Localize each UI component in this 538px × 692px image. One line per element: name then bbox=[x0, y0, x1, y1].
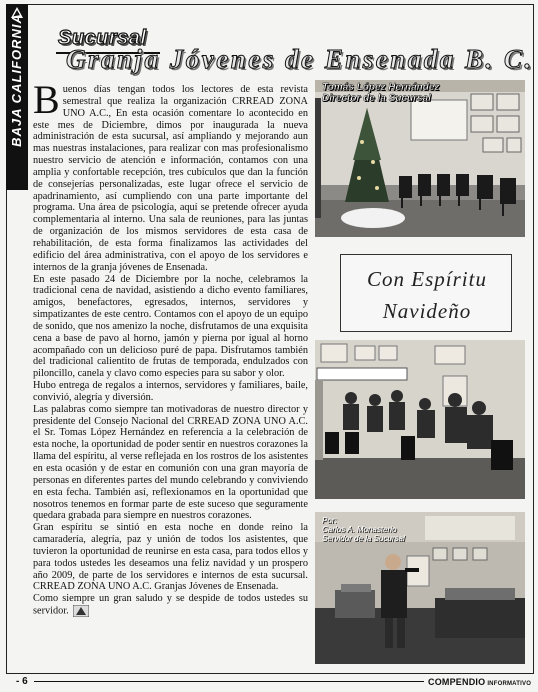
cross-emblem-icon bbox=[73, 605, 89, 617]
photo3-caption bbox=[322, 516, 405, 543]
photo1-caption bbox=[322, 82, 439, 104]
pull-quote-line1: Con Espíritu bbox=[367, 267, 487, 291]
footer-rule bbox=[34, 681, 424, 682]
photo1-caption-name: Tomás López Hernández bbox=[322, 82, 440, 93]
page-number: - 6 bbox=[16, 676, 28, 687]
photo3-caption-name: Carlos A. Monasterio bbox=[322, 525, 397, 534]
magazine-subtitle: INFORMATIVO bbox=[487, 681, 532, 687]
pull-quote-line2: Navideño bbox=[382, 299, 472, 323]
article-paragraph: Hubo entrega de regalos a internos, servidores y familiares, baile, convivió, alegría y diversión. bbox=[33, 380, 308, 403]
article-title: Sucursal bbox=[58, 27, 147, 49]
guests-seated-photo bbox=[315, 340, 525, 499]
photo3-caption-by: Por: bbox=[322, 516, 337, 525]
article-paragraph: Gran espíritu se sintió en esta noche en donde reino la camaradería, alegría, paz y unión de todos los asistentes, que tuvieron la oportunidad de reunirse en esta casa, para todos ellos y para todos ustedes les deseamos una feliz navidad y un prospero año 2009, de parte de los servidores e internos de esta sucursal. CRREAD ZONA UNO A.C. Granjas Jóvenes de Ensenada. bbox=[33, 522, 308, 593]
article-paragraph: Buenos días tengan todos los lectores de esta revista semestral que realiza la organización CRREAD ZONA UNO A.C., En esta ocasión comentare lo acontecido en este mes de Diciembre, dimos por inaugurada la nueva administración de esta sucursal, así ampliando y mejorando aun mas nuestras instalaciones, para realizar con mas profesionalismo nuestro servicio de atención e información, contamos con una amplia y confortable recepción, tres cubículos que dan la función de consejerías personalizadas, este lugar ofrece el servicio de apadrinamiento, así cumpliendo con una parte importante del programa. Una área de psicología, aquí se pretende ofrecer ayuda complementaria al interno. Una sala de reuniones, para las juntas de organización de los mismos servidores de esta casa de rehabilitación, de esta forma finalizamos las actividades del edificio del área administrativa, con el apoyo de los servidores e internos de la granja jóvenes de Ensenada. bbox=[33, 77, 308, 273]
drop-cap: B bbox=[33, 77, 60, 122]
article-paragraph: En este pasado 24 de Diciembre por la noche, celebramos la tradicional cena de navidad, asistiendo a dicho evento familiares, amigos, benefactores, egresados, internos, servidores y simpatizantes de este centro. Contamos con el apoyo de un equipo de sonido, que nos amenizo la noche, disfrutamos de una exquisita cena a base de pavo al horno, jamón y pierna por igual al horno acompañado con un delicioso puré de papa. Disfrutamos también del tradicional calientito de frutas de temporada, endulzados con piloncillo, canela y clavo como especies para su sabor y olor. bbox=[33, 273, 308, 380]
pull-quote-box bbox=[340, 254, 512, 332]
article-paragraph: Las palabras como siempre tan motivadoras de nuestro director y presidente del Consejo Nacional del CRREAD ZONA UNO A.C. el Sr. Tomas López Hernández en referencia a la celebración de esta noche, la oportunidad de poder sentir en nuestros corazones la llama del espíritu, al verse reflejada en los rostros de los asistentes en esta ocasión y de estar en comunión con una gran mayoría de personas en diferentes partes del mundo celebrando y conviviendo en esta fecha. También así, reflexionamos en la oportunidad que nosotros tenemos en formar parte de este suceso que seguramente quedara grabada para siempre en nuestros corazones. bbox=[33, 403, 308, 522]
article-body bbox=[33, 77, 308, 617]
section-tag: BAJA CALIFORNIA bbox=[9, 13, 24, 147]
article-paragraph: Como siempre un gran saludo y se despide de todos ustedes su servidor. bbox=[33, 593, 308, 617]
photo1-caption-role: Director de la Sucursal bbox=[322, 93, 431, 104]
magazine-name: COMPENDIO INFORMATIVO bbox=[428, 677, 532, 687]
article-subtitle: Granja Jóvenes de Ensenada B. C. bbox=[66, 44, 534, 74]
photo3-caption-role: Servidor de la Sucursal bbox=[322, 534, 405, 543]
